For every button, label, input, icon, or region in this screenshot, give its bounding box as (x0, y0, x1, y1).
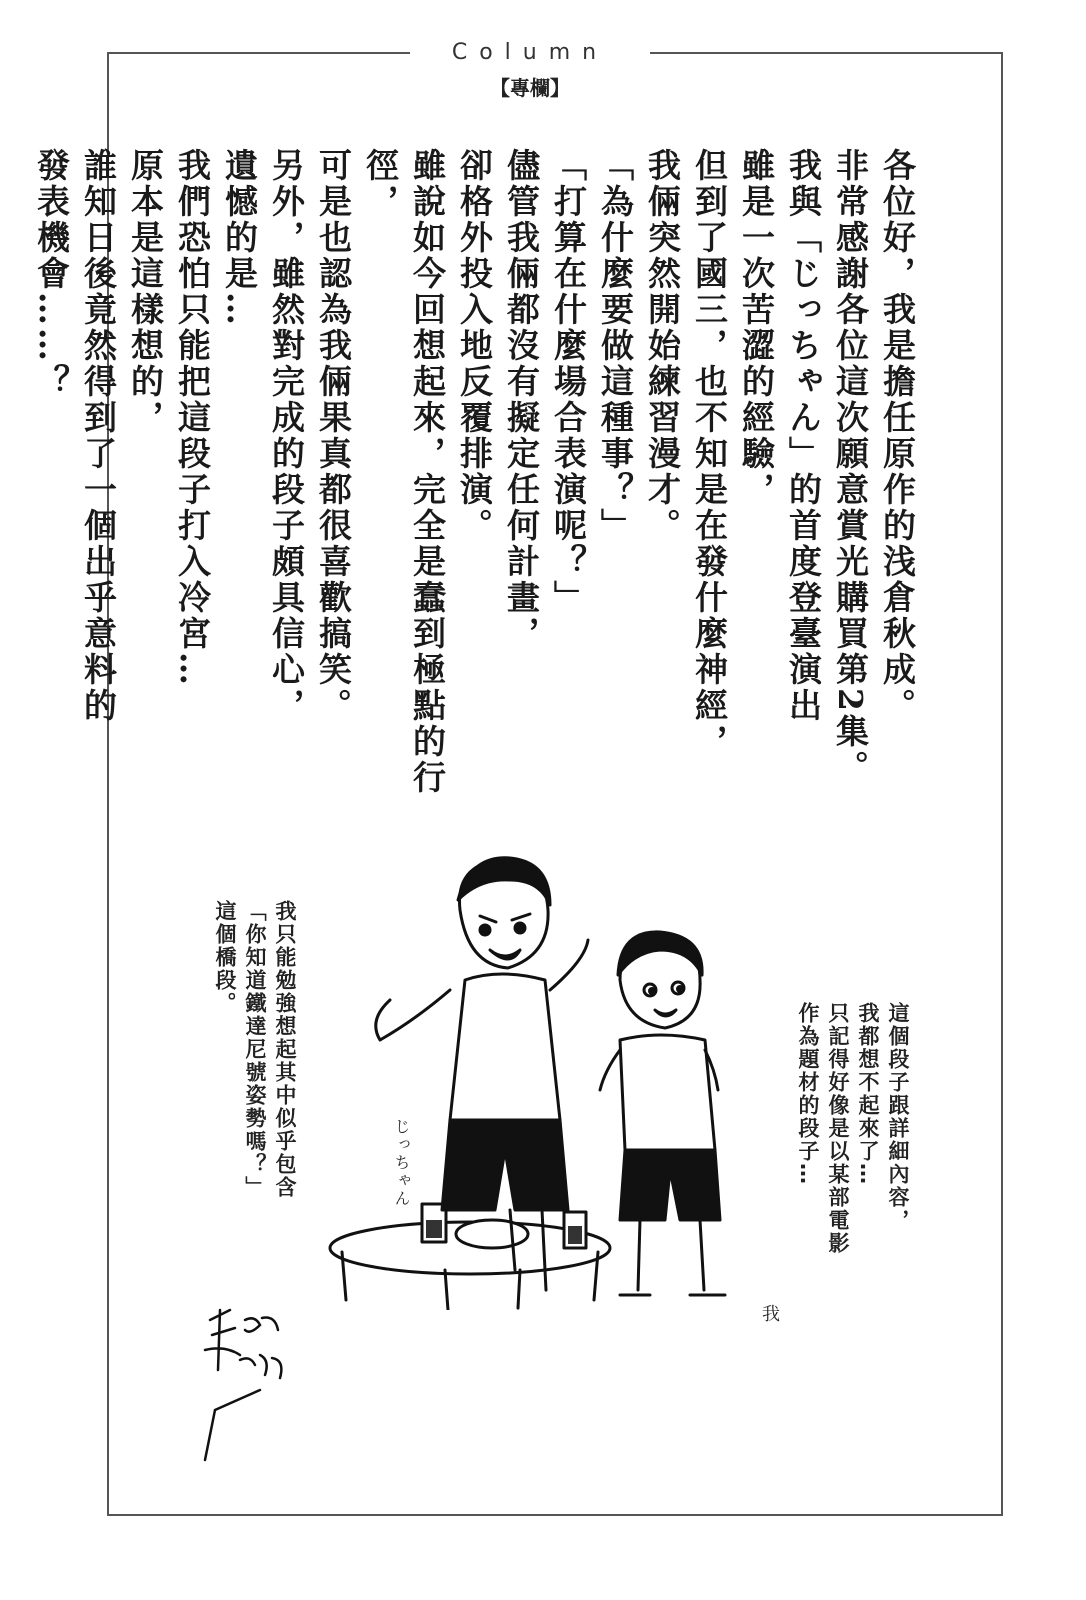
label-me: 我 (762, 1304, 780, 1325)
boy-shorts (620, 1150, 720, 1220)
body-line: 各位好，我是擔任原作的浅倉秋成。 (878, 148, 917, 724)
caption-right (793, 1002, 913, 1302)
body-line: 雖是一次苦澀的經驗， (737, 148, 776, 508)
jicchan-body (450, 974, 560, 1120)
caption-line: 只記得好像是以某部電影 (826, 1002, 850, 1255)
snack-bowl (456, 1220, 528, 1248)
caption-line: 我只能勉強想起其中似乎包含 (273, 900, 297, 1199)
caption-line: 我都想不起來了… (856, 1002, 880, 1186)
body-line: 「打算在什麼場合表演呢？」 (549, 148, 588, 616)
boy-body (620, 1035, 715, 1150)
caption-line: 「你知道鐵達尼號姿勢嗎？」 (243, 900, 267, 1199)
body-line: 我們恐怕只能把這段子打入冷宮… (173, 148, 212, 688)
body-line: 非常感謝各位這次願意賞光購買第2集。 (831, 148, 870, 786)
caption-line: 這個橋段。 (213, 900, 237, 1015)
body-line: 可是也認為我倆果真都很喜歡搞笑。 (314, 148, 353, 724)
body-line: 卻格外投入地反覆排演。 (455, 148, 494, 544)
body-line: 遺憾的是… (220, 148, 259, 328)
body-line: 原本是這樣想的， (126, 148, 165, 436)
illustration (320, 850, 800, 1310)
body-line: 誰知日後竟然得到了一個出乎意料的 (79, 148, 118, 724)
author-signature (200, 1300, 300, 1470)
body-line: 我倆突然開始練習漫才。 (643, 148, 682, 544)
body-line: 我與「じっちゃん」的首度登臺演出 (784, 148, 823, 724)
body-line: 但到了國三，也不知是在發什麼神經， (690, 148, 729, 760)
body-line: 「為什麼要做這種事？」 (596, 148, 635, 544)
column-title: Column (451, 40, 609, 65)
body-line: 發表機會……？ (32, 148, 71, 400)
body-line: 另外，雖然對完成的段子頗具信心， (267, 148, 306, 724)
caption-line: 這個段子跟詳細內容， (886, 1002, 910, 1232)
caption-line: 作為題材的段子… (796, 1002, 820, 1186)
jicchan-shorts (442, 1120, 568, 1210)
body-line: 儘管我倆都沒有擬定任何計畫， (502, 148, 541, 652)
body-line: 雖說如今回想起來，完全是蠢到極點的行徑， (361, 148, 447, 796)
column-subtitle: 【專欄】 (490, 76, 570, 100)
caption-left (210, 900, 300, 1260)
column-body (28, 148, 921, 828)
label-jicchan: じっちゃん (392, 1118, 411, 1208)
